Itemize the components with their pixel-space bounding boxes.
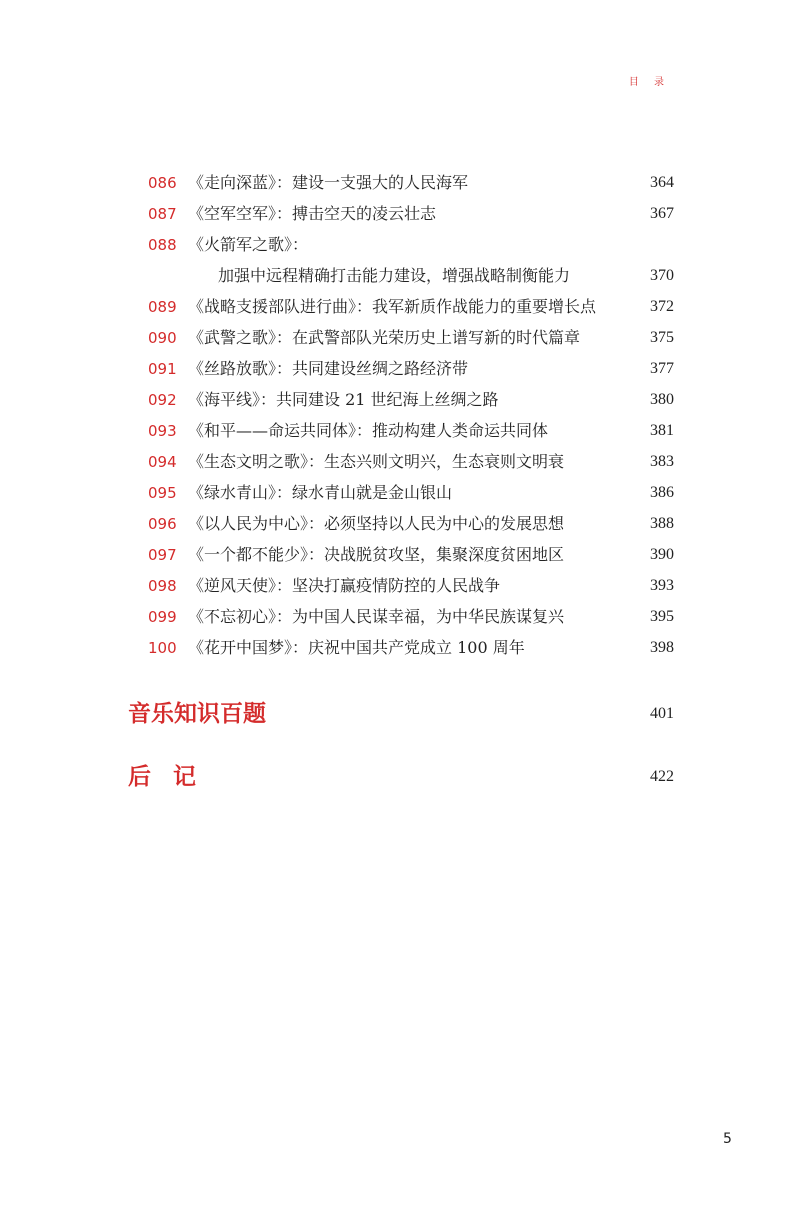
table-of-contents (148, 167, 674, 663)
entry-number: 097 (148, 546, 177, 564)
entry-number: 090 (148, 329, 177, 347)
entry-subtitle: 加强中远程精确打击能力建设，增强战略制衡能力 (218, 266, 571, 285)
entry-page: 386 (650, 484, 674, 501)
running-header: 目 录 (628, 77, 670, 88)
section-page: 422 (650, 768, 674, 785)
toc-entry-100[interactable] (148, 632, 674, 663)
toc-entry-090[interactable] (148, 322, 674, 353)
entry-page: 377 (650, 360, 674, 377)
toc-entry-087[interactable] (148, 198, 674, 229)
toc-entry-093[interactable] (148, 415, 674, 446)
toc-entry-086[interactable] (148, 167, 674, 198)
entry-title: 《不忘初心》：为中国人民谋幸福，为中华民族谋复兴 (188, 607, 565, 626)
entry-title: 《武警之歌》：在武警部队光荣历史上谱写新的时代篇章 (188, 328, 581, 347)
entry-number: 088 (148, 236, 177, 254)
entry-number: 093 (148, 422, 177, 440)
entry-title: 《战略支援部队进行曲》：我军新质作战能力的重要增长点 (188, 297, 597, 316)
entry-title: 《绿水青山》：绿水青山就是金山银山 (188, 483, 453, 502)
entry-number: 092 (148, 391, 177, 409)
entry-page: 367 (650, 205, 674, 222)
entry-number: 098 (148, 577, 177, 595)
entry-page: 364 (650, 174, 674, 191)
entry-title: 《一个都不能少》：决战脱贫攻坚，集聚深度贫困地区 (188, 545, 565, 564)
entry-page: 372 (650, 298, 674, 315)
entry-title: 《和平——命运共同体》：推动构建人类命运共同体 (188, 421, 549, 440)
toc-entry-096[interactable] (148, 508, 674, 539)
entry-page: 370 (650, 267, 674, 284)
toc-entry-097[interactable] (148, 539, 674, 570)
toc-entry-091[interactable] (148, 353, 674, 384)
entry-number: 100 (148, 639, 177, 657)
toc-entry-098[interactable] (148, 570, 674, 601)
toc-entry-094[interactable] (148, 446, 674, 477)
toc-entry-088-continuation[interactable] (148, 260, 674, 291)
entry-title: 《火箭军之歌》： (188, 235, 309, 254)
toc-entry-095[interactable] (148, 477, 674, 508)
entry-number: 091 (148, 360, 177, 378)
entry-title: 《丝路放歌》：共同建设丝绸之路经济带 (188, 359, 469, 378)
entry-number: 086 (148, 174, 177, 192)
section-afterword[interactable] (128, 757, 674, 797)
entry-page: 395 (650, 608, 674, 625)
entry-title: 《海平线》：共同建设 21 世纪海上丝绸之路 (188, 390, 499, 409)
section-title: 后记 (128, 764, 218, 790)
entry-page: 383 (650, 453, 674, 470)
entry-number: 095 (148, 484, 177, 502)
entry-page: 380 (650, 391, 674, 408)
toc-entry-092[interactable] (148, 384, 674, 415)
toc-entry-099[interactable] (148, 601, 674, 632)
entry-page: 381 (650, 422, 674, 439)
entry-page: 375 (650, 329, 674, 346)
entry-title: 《花开中国梦》：庆祝中国共产党成立 100 周年 (188, 638, 525, 657)
entry-title: 《以人民为中心》：必须坚持以人民为中心的发展思想 (188, 514, 565, 533)
entry-page: 393 (650, 577, 674, 594)
entry-title: 《生态文明之歌》：生态兴则文明兴，生态衰则文明衰 (188, 452, 565, 471)
entry-title: 《走向深蓝》：建设一支强大的人民海军 (188, 173, 469, 192)
entry-title: 《空军空军》：搏击空天的凌云壮志 (188, 204, 437, 223)
entry-number: 089 (148, 298, 177, 316)
section-page: 401 (650, 705, 674, 722)
page-number: 5 (723, 1131, 732, 1147)
entry-page: 390 (650, 546, 674, 563)
section-title: 音乐知识百题 (128, 701, 266, 727)
entry-title: 《逆风天使》：坚决打赢疫情防控的人民战争 (188, 576, 501, 595)
entry-number: 087 (148, 205, 177, 223)
toc-entry-088[interactable] (148, 229, 674, 260)
entry-number: 096 (148, 515, 177, 533)
toc-entry-089[interactable] (148, 291, 674, 322)
entry-page: 388 (650, 515, 674, 532)
entry-number: 094 (148, 453, 177, 471)
section-music-knowledge[interactable] (128, 694, 674, 734)
entry-page: 398 (650, 639, 674, 656)
entry-number: 099 (148, 608, 177, 626)
